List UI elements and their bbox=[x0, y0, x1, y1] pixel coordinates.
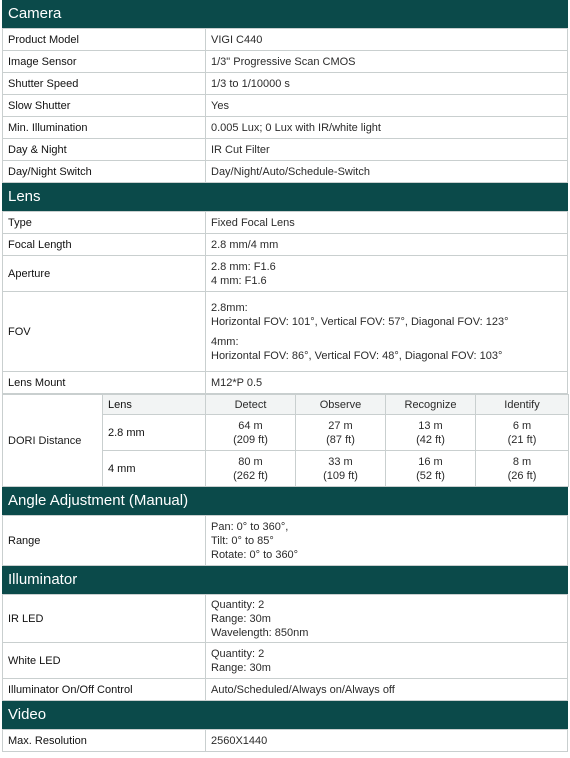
dori-cell bbox=[476, 451, 569, 487]
dori-ft: (42 ft) bbox=[416, 433, 445, 446]
dori-cell bbox=[386, 451, 476, 487]
range-line: Rotate: 0° to 360° bbox=[211, 548, 299, 561]
dori-label: DORI Distance bbox=[3, 395, 103, 487]
dori-lens: 2.8 mm bbox=[103, 415, 206, 451]
dori-ft: (262 ft) bbox=[233, 469, 268, 482]
spec-label: Shutter Speed bbox=[3, 73, 206, 95]
spec-value: Fixed Focal Lens bbox=[206, 212, 568, 234]
spec-value: M12*P 0.5 bbox=[206, 372, 568, 394]
dori-ft: (109 ft) bbox=[323, 469, 358, 482]
spec-value: 1/3 to 1/10000 s bbox=[206, 73, 568, 95]
spec-label: Min. Illumination bbox=[3, 117, 206, 139]
dori-m: 27 m bbox=[328, 419, 353, 432]
dori-cell bbox=[206, 415, 296, 451]
dori-m: 8 m bbox=[512, 455, 532, 468]
spec-row bbox=[3, 51, 568, 73]
video-table bbox=[2, 729, 568, 752]
spec-value: Auto/Scheduled/Always on/Always off bbox=[206, 679, 568, 701]
dori-lens: 4 mm bbox=[103, 451, 206, 487]
spec-label: Focal Length bbox=[3, 234, 206, 256]
fov-title: 2.8mm: bbox=[211, 301, 248, 314]
dori-m: 80 m bbox=[238, 455, 263, 468]
spec-row bbox=[3, 730, 568, 752]
dori-cell bbox=[296, 415, 386, 451]
fov-text: Horizontal FOV: 86°, Vertical FOV: 48°, Diagonal FOV: 103° bbox=[211, 349, 503, 362]
dori-m: 16 m bbox=[418, 455, 443, 468]
range-line: Tilt: 0° to 85° bbox=[211, 534, 274, 547]
spec-value bbox=[206, 516, 568, 566]
spec-value bbox=[206, 256, 568, 292]
dori-table bbox=[2, 394, 569, 487]
spec-value: IR Cut Filter bbox=[206, 139, 568, 161]
dori-cell bbox=[476, 415, 569, 451]
section-header-camera: Camera bbox=[2, 0, 568, 28]
spec-label: White LED bbox=[3, 643, 206, 679]
spec-label: Day & Night bbox=[3, 139, 206, 161]
dori-ft: (21 ft) bbox=[507, 433, 537, 446]
spec-row bbox=[3, 679, 568, 701]
spec-value: 2560X1440 bbox=[206, 730, 568, 752]
dori-header: Identify bbox=[476, 395, 569, 415]
spec-row bbox=[3, 139, 568, 161]
spec-label: IR LED bbox=[3, 595, 206, 643]
dori-m: 64 m bbox=[238, 419, 263, 432]
dori-ft: (26 ft) bbox=[507, 469, 537, 482]
angle-table bbox=[2, 515, 568, 566]
spec-row bbox=[3, 372, 568, 394]
dori-ft: (87 ft) bbox=[326, 433, 355, 446]
spec-row bbox=[3, 292, 568, 372]
spec-label: Illuminator On/Off Control bbox=[3, 679, 206, 701]
spec-sheet bbox=[2, 0, 568, 752]
dori-cell bbox=[206, 451, 296, 487]
spec-label: Slow Shutter bbox=[3, 95, 206, 117]
spec-value bbox=[206, 595, 568, 643]
section-header-angle: Angle Adjustment (Manual) bbox=[2, 487, 568, 515]
spec-row bbox=[3, 212, 568, 234]
spec-value: 2.8 mm/4 mm bbox=[206, 234, 568, 256]
illuminator-table bbox=[2, 594, 568, 701]
white-line: Range: 30m bbox=[211, 661, 271, 674]
spec-label: Range bbox=[3, 516, 206, 566]
spec-value: Yes bbox=[206, 95, 568, 117]
spec-value: Day/Night/Auto/Schedule-Switch bbox=[206, 161, 568, 183]
white-line: Quantity: 2 bbox=[211, 647, 265, 660]
aperture-line: 4 mm: F1.6 bbox=[211, 274, 267, 287]
spec-label: Lens Mount bbox=[3, 372, 206, 394]
camera-table bbox=[2, 28, 568, 183]
spec-value: VIGI C440 bbox=[206, 29, 568, 51]
spec-label: Product Model bbox=[3, 29, 206, 51]
ir-line: Wavelength: 850nm bbox=[211, 626, 309, 639]
ir-line: Quantity: 2 bbox=[211, 598, 265, 611]
spec-row bbox=[3, 29, 568, 51]
dori-cell bbox=[296, 451, 386, 487]
range-line: Pan: 0° to 360°, bbox=[211, 520, 289, 533]
spec-row bbox=[3, 256, 568, 292]
dori-m: 6 m bbox=[512, 419, 532, 432]
spec-label: Type bbox=[3, 212, 206, 234]
spec-row bbox=[3, 73, 568, 95]
section-header-lens: Lens bbox=[2, 183, 568, 211]
dori-header: Observe bbox=[296, 395, 386, 415]
spec-row bbox=[3, 516, 568, 566]
spec-row bbox=[3, 595, 568, 643]
spec-value bbox=[206, 292, 568, 372]
dori-cell bbox=[386, 415, 476, 451]
aperture-line: 2.8 mm: F1.6 bbox=[211, 260, 276, 273]
spec-row bbox=[3, 95, 568, 117]
spec-label: Max. Resolution bbox=[3, 730, 206, 752]
dori-m: 33 m bbox=[328, 455, 353, 468]
spec-label: Aperture bbox=[3, 256, 206, 292]
spec-value: 1/3" Progressive Scan CMOS bbox=[206, 51, 568, 73]
spec-row bbox=[3, 161, 568, 183]
dori-ft: (209 ft) bbox=[233, 433, 268, 446]
fov-title: 4mm: bbox=[211, 335, 239, 348]
ir-line: Range: 30m bbox=[211, 612, 271, 625]
spec-row bbox=[3, 643, 568, 679]
section-header-video: Video bbox=[2, 701, 568, 729]
spec-label: FOV bbox=[3, 292, 206, 372]
dori-header: Detect bbox=[206, 395, 296, 415]
spec-row bbox=[3, 234, 568, 256]
fov-text: Horizontal FOV: 101°, Vertical FOV: 57°, Diagonal FOV: 123° bbox=[211, 315, 509, 328]
dori-ft: (52 ft) bbox=[416, 469, 445, 482]
dori-header: Recognize bbox=[386, 395, 476, 415]
dori-m: 13 m bbox=[418, 419, 443, 432]
spec-row bbox=[3, 117, 568, 139]
spec-label: Day/Night Switch bbox=[3, 161, 206, 183]
dori-header: Lens bbox=[103, 395, 206, 415]
spec-value: 0.005 Lux; 0 Lux with IR/white light bbox=[206, 117, 568, 139]
spec-label: Image Sensor bbox=[3, 51, 206, 73]
spec-value bbox=[206, 643, 568, 679]
section-header-illuminator: Illuminator bbox=[2, 566, 568, 594]
dori-header-row bbox=[3, 395, 569, 415]
lens-table bbox=[2, 211, 568, 394]
